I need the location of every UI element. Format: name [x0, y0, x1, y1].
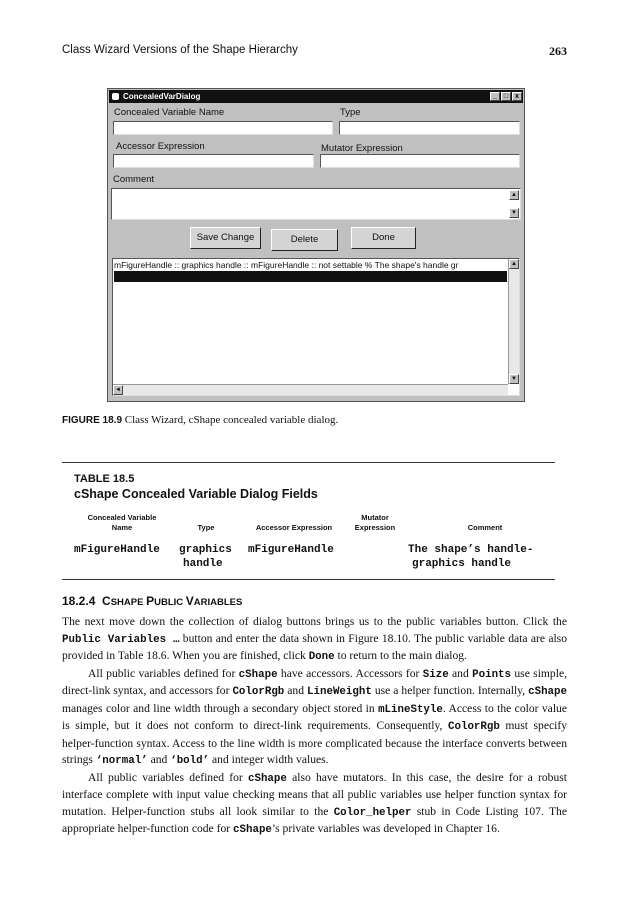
column-header-accessor — [245, 513, 343, 533]
column-header-line: Expression — [354, 523, 396, 532]
accessor-expression-input[interactable] — [113, 154, 314, 168]
column-header-line: Name — [111, 523, 133, 532]
comment-scroll-up-icon[interactable]: ▲ — [509, 190, 519, 200]
running-head-title: Class Wizard Versions of the Shape Hierarchy — [62, 44, 298, 56]
table-bottom-rule — [62, 579, 555, 580]
section-heading — [62, 594, 242, 608]
list-selection-bar[interactable] — [114, 271, 507, 282]
figure-caption-text: Class Wizard, cShape concealed variable dialog. — [124, 414, 339, 426]
column-header-line: Comment — [467, 523, 503, 532]
paragraph: All public variables defined for cShape have accessors. Accessors for Size and Points use simple, direct-link syntax, and accessors for ColorRgb and LineWeight use a helper function. Internally, cShape manages color and line width through a secondary object stored in mLineStyle. Access to the color value is simple, but it does not conform to direct-link requirements. Consequently, ColorRgb must specify helper-function syntax. Access to the line width is more complicated because the interface converts between strings ‘normal’ and ‘bold’ and integer width values. — [62, 666, 567, 767]
list-item[interactable]: mFigureHandle :: graphics handle :: mFigureHandle :: not settable % The shape's handle gr — [114, 260, 459, 270]
column-header-line: Concealed Variable — [87, 513, 157, 522]
table-cell-name: mFigureHandle — [74, 544, 160, 556]
table-top-rule — [62, 462, 555, 463]
column-header-line — [245, 513, 343, 523]
section-number: 18.2.4 — [62, 594, 96, 608]
section-title-part: C — [102, 594, 111, 608]
table-title: cShape Concealed Variable Dialog Fields — [74, 487, 318, 501]
figure-label: FIGURE 18.9 — [62, 415, 123, 426]
concealed-variable-list[interactable] — [112, 258, 520, 396]
accessor-expression-label: Accessor Expression — [116, 141, 205, 152]
concealed-variable-name-label: Concealed Variable Name — [114, 107, 225, 118]
section-title-part: UBLIC — [154, 597, 186, 608]
done-button[interactable]: Done — [351, 227, 416, 249]
column-header-line: Type — [197, 523, 215, 532]
table-cell-line: graphics handle — [412, 558, 512, 570]
running-head — [62, 44, 567, 56]
table-cell-comment — [408, 543, 533, 571]
column-header-name — [78, 513, 166, 533]
body-text — [62, 614, 567, 839]
comment-textarea[interactable] — [111, 188, 521, 220]
column-header-line — [440, 513, 530, 523]
section-title-part: P — [146, 594, 155, 608]
app-icon — [112, 93, 119, 100]
type-label: Type — [340, 107, 361, 118]
section-title-part: V — [185, 594, 194, 608]
list-scroll-up-icon[interactable]: ▲ — [509, 259, 519, 269]
minimize-button[interactable]: _ — [490, 92, 500, 101]
type-input[interactable] — [339, 121, 520, 135]
section-title-part: ARIABLES — [193, 597, 243, 608]
save-change-button[interactable]: Save Change — [190, 227, 261, 249]
concealed-variable-name-input[interactable] — [113, 121, 333, 135]
column-header-type — [180, 513, 232, 533]
mutator-expression-input[interactable] — [320, 154, 520, 168]
column-header-mutator — [345, 513, 405, 533]
comment-scroll-down-icon[interactable]: ▼ — [509, 208, 519, 218]
column-header-line — [180, 513, 232, 523]
table-cell-line: The shape’s handle- — [408, 544, 534, 556]
dialog-title: ConcealedVarDialog — [123, 92, 201, 101]
table-cell-line: graphics — [179, 544, 232, 556]
list-scroll-left-icon[interactable]: ◄ — [113, 385, 123, 395]
list-vertical-scrollbar[interactable] — [508, 259, 519, 384]
column-header-line: Mutator — [361, 513, 389, 522]
page-number: 263 — [549, 44, 567, 58]
delete-button[interactable]: Delete — [271, 229, 338, 251]
section-title-part: SHAPE — [110, 597, 147, 608]
column-header-comment — [440, 513, 530, 533]
figure-caption — [62, 414, 338, 426]
paragraph: All public variables defined for cShape also have mutators. In this case, the desire for a robust interface complete with input value checking means that all public variables use helper function syntax for mutation. Helper-function stubs all look similar to the Color_helper stub in Code Listing 107. The appropriate helper-function code for cShape’s private variables was developed in Chapter 16. — [62, 770, 567, 836]
mutator-expression-label: Mutator Expression — [321, 143, 403, 154]
paragraph: The next move down the collection of dialog buttons brings us to the public variables button. Click the Public Variables … button and enter the data shown in Figure 18.10. The public variable data are also provided in Table 18.6. When you are finished, click Done to return to the main dialog. — [62, 615, 567, 663]
dialog-titlebar — [109, 90, 523, 103]
comment-label: Comment — [113, 174, 155, 185]
table-cell-accessor: mFigureHandle — [248, 544, 334, 556]
table-cell-line: handle — [183, 558, 223, 570]
column-header-line: Accessor Expression — [255, 523, 333, 532]
maximize-button[interactable]: □ — [501, 92, 511, 101]
table-label: TABLE 18.5 — [74, 473, 135, 485]
list-scroll-down-icon[interactable]: ▼ — [509, 374, 519, 384]
table-cell-type — [179, 543, 232, 571]
close-button[interactable]: x — [512, 92, 522, 101]
list-horizontal-scrollbar[interactable] — [113, 384, 508, 395]
concealed-var-dialog — [107, 88, 525, 402]
